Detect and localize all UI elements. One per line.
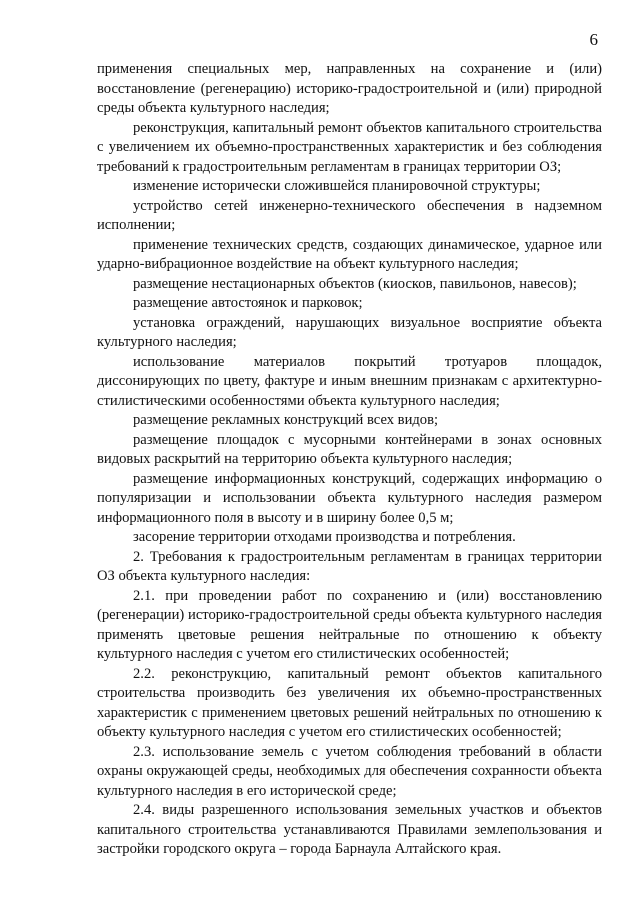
paragraph: реконструкция, капитальный ремонт объектов капитального строительства с увеличением их объемно-пространственных характеристик и без соблюдения требований к градостроительным регламентам в границах территории ОЗ; — [97, 119, 602, 175]
paragraph: размещение информационных конструкций, содержащих информацию о популяризации и использовании объекта культурного наследия размером информационного поля в высоту и в ширину более 0,5 м; — [97, 470, 602, 526]
section-heading: 2. Требования к градостроительным регламентам в границах территории ОЗ объекта культурного наследия: — [97, 548, 602, 584]
paragraph: установка ограждений, нарушающих визуальное восприятие объекта культурного наследия; — [97, 314, 602, 350]
document-body — [97, 60, 602, 860]
paragraph: изменение исторически сложившейся планировочной структуры; — [133, 178, 541, 194]
paragraph: 2.1. при проведении работ по сохранению и (или) восстановлению (регенерации) историко-градостроительной среды объекта культурного наследия применять цветовые решения нейтральные по отношению к объекту культурного наследия с учетом его стилистических особенностей; — [97, 587, 602, 662]
paragraph: применение технических средств, создающих динамическое, ударное или ударно-вибрационное воздействие на объект культурного наследия; — [97, 236, 602, 272]
paragraph-continuation: применения специальных мер, направленных на сохранение и (или) восстановление (регенерацию) историко-градостроительной и (или) природной среды объекта культурного наследия; — [97, 61, 602, 116]
paragraph: размещение нестационарных объектов (киосков, павильонов, навесов); — [133, 275, 577, 292]
paragraph: засорение территории отходами производства и потребления. — [133, 529, 516, 545]
page-number: 6 — [589, 30, 598, 49]
paragraph: 2.2. реконструкцию, капитальный ремонт объектов капитального строительства производить без увеличения их объемно-пространственных характеристик с применением цветовых решений нейтральных по отношению к объекту культурного наследия с учетом его стилистических особенностей; — [97, 665, 602, 740]
paragraph: 2.3. использование земель с учетом соблюдения требований в области охраны окружающей среды, необходимых для обеспечения сохранности объекта культурного наследия в его исторической среде; — [97, 743, 602, 799]
paragraph: использование материалов покрытий тротуаров площадок, диссонирующих по цвету, фактуре и иным внешним признакам с архитектурно-стилистическими особенностями объекта культурного наследия; — [97, 353, 602, 409]
paragraph: размещение площадок с мусорными контейнерами в зонах основных видовых раскрытий на территорию объекта культурного наследия; — [97, 431, 602, 467]
paragraph: размещение рекламных конструкций всех видов; — [133, 412, 439, 428]
paragraph: 2.4. виды разрешенного использования земельных участков и объектов капитального строительства устанавливаются Правилами землепользования и застройки городского округа – города Барнаула Алтайского края. — [97, 802, 602, 857]
paragraph: устройство сетей инженерно-технического обеспечения в надземном исполнении; — [97, 197, 602, 233]
paragraph: размещение автостоянок и парковок; — [133, 295, 363, 311]
